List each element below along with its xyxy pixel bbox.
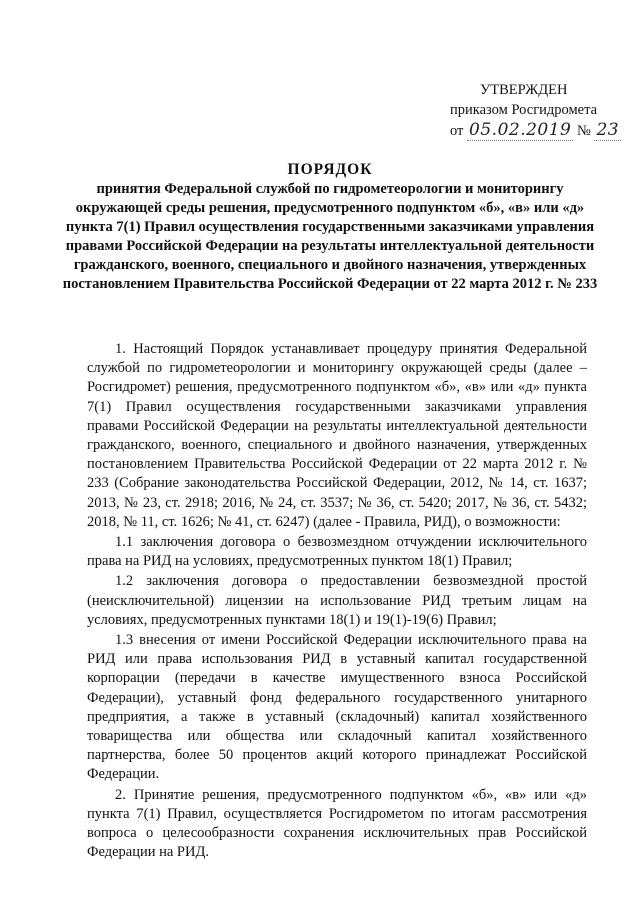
approval-stamp <box>432 80 622 141</box>
paragraph-2: 2. Принятие решения, предусмотренного подпунктом «б», «в» или «д» пункта 7(1) Правил, осуществляется Росгидрометом по итогам рассмотрения вопроса о целесообразности сохранения исключительных прав Российской Федерации на РИД. <box>87 786 587 861</box>
paragraph-1-2: 1.2 заключения договора о предоставлении безвозмездной простой (неисключительной) лицензии на использование РИД третьим лицам на условиях, предусмотренных пунктами 18(1) и 19(1)-19(6) Правил; <box>87 573 587 628</box>
approval-date-line <box>432 120 622 141</box>
approval-from-label: от <box>450 123 464 139</box>
document-body <box>87 340 587 862</box>
approval-number: 23 <box>596 120 620 140</box>
paragraph-1: 1. Настоящий Порядок устанавливает процедуру принятия Федеральной службой по гидрометеорологии и мониторингу окружающей среды (далее – Росгидромет) решения, предусмотренного подпунктом «б», «в» или «д» пункта 7(1) Правил осуществления государственными заказчиками управления правами Российской Федерации на результаты интеллектуальной деятельности гражданского, военного, специального и двойного назначения, утвержденных постановлением Правительства Российской Федерации от 22 марта 2012 г. № 233 (Собрание законодательства Российской Федерации, 2012, № 14, ст. 1637; 2013, № 23, ст. 2918; 2016, № 24, ст. 3537; № 36, ст. 5420; 2017, № 36, ст. 5432; 2018, № 11, ст. 1626; № 41, ст. 6247) (далее - Правила, РИД), о возможности: <box>87 341 587 530</box>
document-subtitle: принятия Федеральной службой по гидрометеорологии и мониторингу окружающей среды решения, предусмотренного подпунктом «б», «в» или «д» пункта 7(1) Правил осуществления государственными заказчиками управления правами Российской Федерации на результаты интеллектуальной деятельности гражданского, военного, специального и двойного назначения, утвержденных постановлением Правительства Российской Федерации от 22 марта 2012 г. № 233 <box>62 181 598 292</box>
approval-order-line: приказом Росгидромета <box>450 102 598 118</box>
approval-heading: УТВЕРЖДЕН <box>480 82 568 98</box>
document-title-block <box>60 160 600 294</box>
paragraph-1-3: 1.3 внесения от имени Российской Федерации исключительного права на РИД или права использования РИД в уставный капитал государственной корпорации (передачи в качестве имущественного взноса Российской Федерации), уставный фонд федерального государственного унитарного предприятия, а также в уставный (складочный) капитал хозяйственного товарищества или общества или складочный капитал хозяйственного партнерства, более 50 процентов акций которого принадлежат Российской Федерации. <box>87 632 587 783</box>
paragraph-1-1: 1.1 заключения договора о безвозмездном отчуждении исключительного права на РИД на условиях, предусмотренных пунктом 18(1) Правил; <box>87 534 587 570</box>
approval-number-label: № <box>577 123 591 139</box>
approval-date: 05.02.2019 <box>469 120 572 140</box>
document-title: ПОРЯДОК <box>287 161 373 178</box>
